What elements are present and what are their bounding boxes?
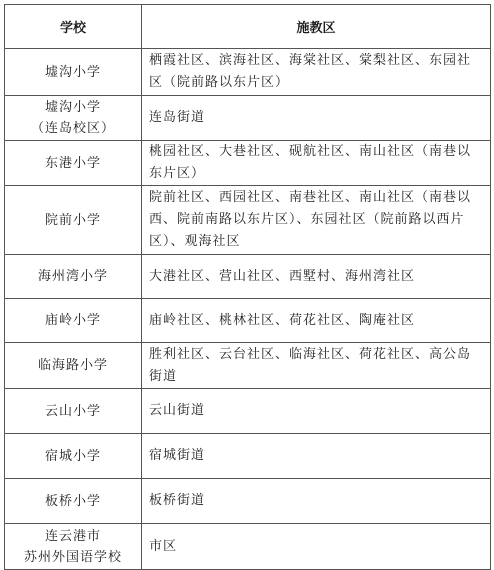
school-cell: 宿城小学 xyxy=(5,434,142,479)
school-cell: 院前小学 xyxy=(5,186,142,255)
school-district-table xyxy=(4,4,491,570)
school-cell: 海州湾小学 xyxy=(5,255,142,299)
table-row xyxy=(5,524,491,570)
school-cell: 板桥小学 xyxy=(5,479,142,524)
district-cell: 院前社区、西园社区、南巷社区、南山社区（南巷以西、院前南路以东片区）、东园社区（院前路以西片区）、观海社区 xyxy=(142,186,491,255)
school-cell: 墟沟小学 （连岛校区） xyxy=(5,96,142,141)
table-row xyxy=(5,299,491,343)
district-cell: 市区 xyxy=(142,524,491,570)
district-cell: 连岛街道 xyxy=(142,96,491,141)
district-cell: 胜利社区、云台社区、临海社区、荷花社区、高公岛街道 xyxy=(142,343,491,389)
district-cell: 桃园社区、大巷社区、砚航社区、南山社区（南巷以东片区） xyxy=(142,141,491,186)
district-cell: 板桥街道 xyxy=(142,479,491,524)
table-row xyxy=(5,96,491,141)
table-row xyxy=(5,49,491,96)
table-row xyxy=(5,479,491,524)
school-cell: 连云港市 苏州外国语学校 xyxy=(5,524,142,570)
district-cell: 大港社区、营山社区、西墅村、海州湾社区 xyxy=(142,255,491,299)
school-cell: 东港小学 xyxy=(5,141,142,186)
header-school: 学校 xyxy=(5,5,142,49)
district-cell: 宿城街道 xyxy=(142,434,491,479)
school-cell: 云山小学 xyxy=(5,389,142,434)
school-cell: 临海路小学 xyxy=(5,343,142,389)
school-district-table-container xyxy=(4,4,490,570)
district-cell: 云山街道 xyxy=(142,389,491,434)
table-row xyxy=(5,389,491,434)
table-row xyxy=(5,343,491,389)
header-district: 施教区 xyxy=(142,5,491,49)
school-cell: 墟沟小学 xyxy=(5,49,142,96)
table-row xyxy=(5,255,491,299)
district-cell: 庙岭社区、桃林社区、荷花社区、陶庵社区 xyxy=(142,299,491,343)
table-row xyxy=(5,141,491,186)
table-row xyxy=(5,186,491,255)
school-cell: 庙岭小学 xyxy=(5,299,142,343)
table-row xyxy=(5,434,491,479)
table-header-row xyxy=(5,5,491,49)
district-cell: 栖霞社区、滨海社区、海棠社区、棠梨社区、东园社区（院前路以东片区） xyxy=(142,49,491,96)
